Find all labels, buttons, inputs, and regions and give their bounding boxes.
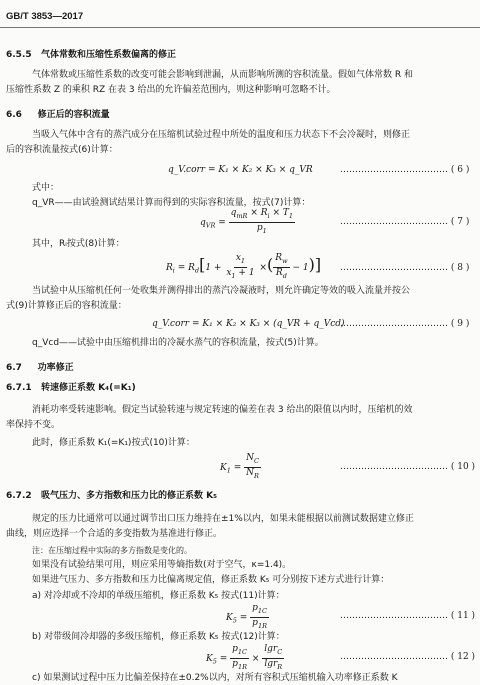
list-item-c: c) 如果测试过程中压力比偏差保持在±0.2%以内，对所有容积式压缩机输入功率修正系数 K (32, 673, 398, 683)
where-label: 式中： (32, 183, 60, 193)
section-title: 功率修正 (37, 363, 74, 373)
section-6-7-1-heading (6, 382, 136, 395)
section-title: 修正后的容积流量 (37, 110, 110, 120)
list-item-b: b) 对带级间冷却器的多级压缩机，修正系数 K₅ 按式(12)计算： (32, 632, 285, 642)
equation-6: q_V.corr = K₁ × K₂ × K₃ × q_VR (168, 165, 313, 175)
section-number: 6.7 (6, 363, 22, 373)
ri-intro: 其中，Rᵢ按式(8)计算： (32, 239, 125, 249)
equation-12-number: ……………………………… ( 12 ) (340, 652, 476, 662)
equation-11-number: ……………………………… ( 11 ) (340, 611, 476, 621)
equation-7: $q_{VR}$ = $\frac{q_{mR} \times R_i \times T_1}{p_1}$ (200, 208, 293, 235)
section-number: 6.5.5 (6, 50, 32, 60)
paragraph-line: 当吸入气体中含有的蒸汽成分在压缩机试验过程中所处的温度和压力状态下不会冷凝时，则修正 (32, 130, 411, 140)
equation-7-number: ……………………………… ( 7 ) (340, 217, 470, 227)
paragraph-line: 此时，修正系数 K₁(=K₁)按式(10)计算： (32, 438, 195, 448)
equation-10-number: ……………………………… ( 10 ) (340, 462, 476, 472)
section-6-5-5-heading (6, 49, 176, 62)
equation-12: $K_5$ = $\frac{p_{1C}}{p_{1R}}$ × $\frac{\lg r_C}{\lg r_R}$ (206, 644, 283, 671)
section-number: 6.7.2 (6, 491, 32, 501)
paragraph-line: 消耗功率受转速影响。假定当试验转速与规定转速的偏差在表 3 给出的限值以内时，压缩机的效 (32, 405, 413, 415)
equation-8: $R_i = R_d[1$ + $\frac{x_1}{x_1 + 1}$ ×( $\frac{R_w}{R_d}$ − 1)] (166, 253, 322, 280)
note: 注：在压缩过程中实际的多方指数是变化的。 (32, 546, 192, 555)
equation-6-number: ……………………………… ( 6 ) (340, 165, 470, 175)
qvr-definition: q_VR——由试验测试结果计算而得到的实际容积流量，按式(7)计算： (32, 198, 311, 208)
equation-10: $K_1$ = $\frac{N_C}{N_R}$ (220, 453, 259, 480)
section-title: 吸气压力、多方指数和压力比的修正系数 K₅ (41, 491, 218, 501)
section-title: 转速修正系数 K₄(=K₁) (41, 383, 136, 393)
section-6-6-heading (6, 109, 110, 122)
equation-9-number: ……………………………… ( 9 ) (340, 319, 470, 329)
section-6-7-2-heading (6, 490, 217, 503)
paragraph-line: 当试验中从压缩机任何一处收集并测得排出的蒸汽冷凝液时，则允许确定等效的吸入流量并按公 (32, 286, 411, 296)
paragraph-line: 压缩性系数 Z 的乘积 RZ 在表 3 给出的允许偏差范围内，则这种影响可忽略不计。 (6, 85, 336, 95)
paragraph-line: 如果没有试验结果可用，则应采用等熵指数(对于空气，κ=1.4)。 (32, 560, 292, 570)
header-divider (0, 27, 480, 28)
qvcd-definition: q_Vcd——试验中由压缩机排出的冷凝水蒸气的容积流量，按式(5)计算。 (32, 338, 324, 348)
standard-id: GB/T 3853—2017 (6, 11, 84, 22)
paragraph-line: 规定的压力比通常可以通过调节出口压力维持在±1%以内，如果未能根据以前测试数据建立修正 (32, 514, 414, 524)
paragraph-line: 曲线，则应选择一个合适的多变指数为基准进行修正。 (6, 529, 223, 539)
section-number: 6.6 (6, 110, 22, 120)
section-title: 气体常数和压缩性系数偏离的修正 (41, 50, 177, 60)
section-number: 6.7.1 (6, 383, 32, 393)
paragraph-line: 气体常数或压缩性系数的改变可能会影响到泄漏，从而影响所测的容积流量。假如气体常数 R 和 (32, 70, 413, 80)
section-6-7-heading (6, 362, 74, 375)
paragraph-line: 式(9)计算修正后的容积流量： (6, 301, 127, 311)
equation-9: q_V.corr = K₁ × K₂ × K₃ × (q_VR + q_Vcd) (152, 319, 345, 329)
paragraph-line: 如果进气压力、多方指数和压力比偏离规定值，修正系数 K₅ 可分别按下述方式进行计算： (32, 575, 390, 585)
equation-8-number: ……………………………… ( 8 ) (340, 263, 470, 273)
equation-11: $K_5$ = $\frac{p_{1C}}{p_{1R}}$ (226, 603, 268, 630)
paragraph-line: 后的容积流量按式(6)计算： (6, 145, 118, 155)
paragraph-line: 率保持不变。 (6, 420, 61, 430)
list-item-a: a) 对冷却或不冷却的单级压缩机，修正系数 K₅ 按式(11)计算： (32, 591, 285, 601)
